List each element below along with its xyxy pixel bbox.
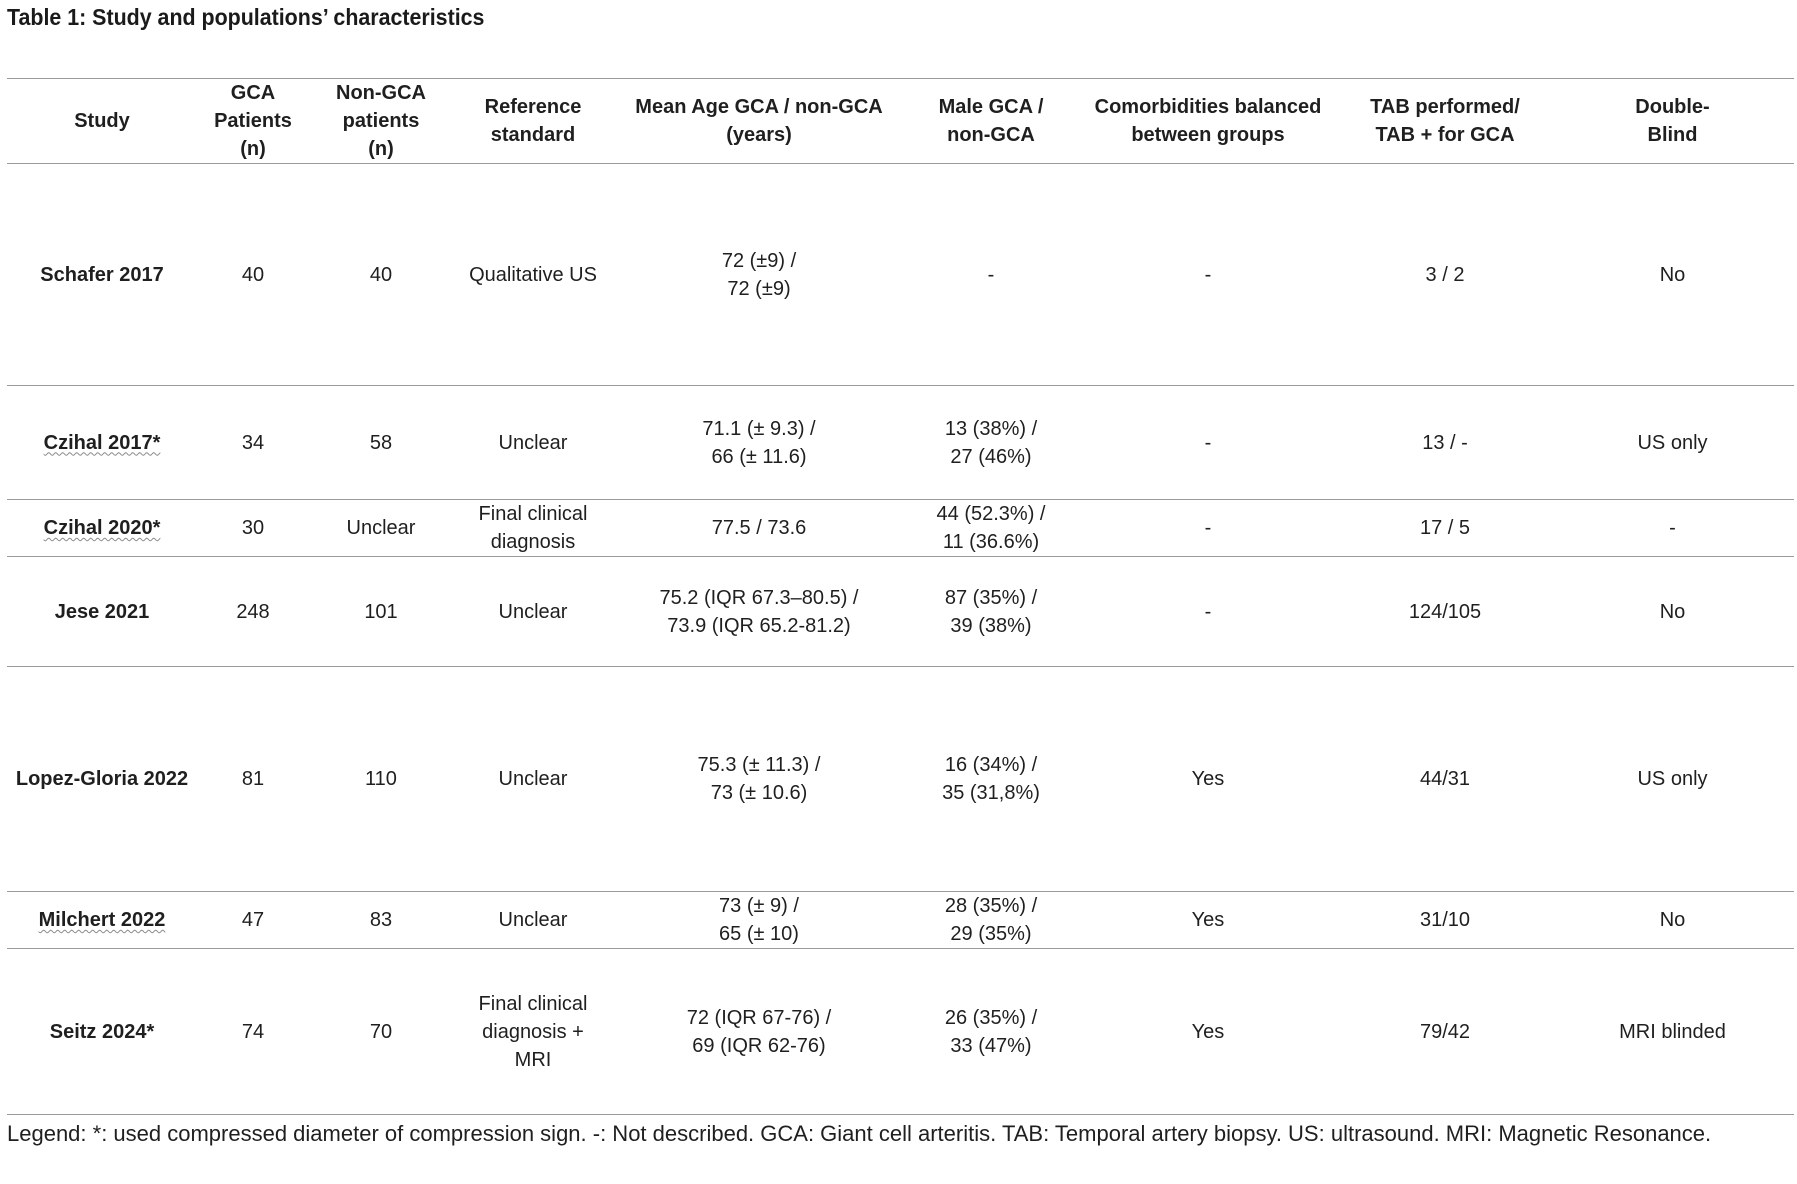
cell-mean-age-line2: 73 (± 10.6) [710,782,808,804]
cell-mean-age-line2: 72 (±9) [727,277,791,300]
cell-male-line2: 39 (38%) [950,614,1032,637]
cell-male-line1: 26 (35%) / [944,1006,1038,1029]
cell-gca-n: 34 [197,386,309,500]
table-legend: Legend: *: used compressed diameter of compression sign. -: Not described. GCA: Giant cell arteritis. TAB: Temporal artery biopsy. US: ultrasound. MRI: Magnetic Resonance. [7,1121,1712,1146]
cell-reference [453,892,613,949]
header-comorbidities [1077,79,1339,164]
cell-gca-n: 74 [197,949,309,1115]
cell-comorbidities: Yes [1077,949,1339,1115]
cell-mean-age [613,667,905,892]
cell-male-line1: - [987,263,995,286]
header-reference-line1: Reference [484,96,582,118]
cell-mean-age [613,557,905,667]
cell-reference [453,500,613,557]
cell-male-line2: 27 (46%) [950,445,1032,468]
cell-study [7,892,197,949]
cell-gca-n: 30 [197,500,309,557]
header-gca-patients-line2: Patients [214,110,292,132]
cell-mean-age-line1: 71.1 (± 9.3) / [702,417,816,440]
cell-non-gca-n: 40 [309,164,453,386]
cell-tab: 44/31 [1339,667,1551,892]
cell-mean-age-line1: 72 (IQR 67-76) / [686,1006,832,1029]
cell-double-blind: US only [1551,386,1794,500]
cell-reference-line1: Unclear [498,431,568,454]
header-study [7,79,197,164]
cell-male-line1: 87 (35%) / [944,586,1038,609]
cell-reference-line1: Qualitative US [469,263,597,286]
table-row [7,386,1794,500]
cell-mean-age-line2: 65 (± 10) [719,923,799,945]
cell-male [905,557,1077,667]
cell-comorbidities: - [1077,386,1339,500]
cell-double-blind: US only [1551,667,1794,892]
header-comorbidities-line1: Comorbidities balanced [1094,96,1322,118]
cell-non-gca-n: 58 [309,386,453,500]
cell-mean-age-line1: 73 (± 9) / [719,895,799,917]
cell-study-text: Czihal 2020* [43,517,161,539]
cell-male [905,892,1077,949]
cell-comorbidities: - [1077,164,1339,386]
cell-study: Schafer 2017 [7,164,197,386]
header-double-blind-line1: Double- [1635,96,1710,118]
cell-male-line1: 28 (35%) / [944,895,1038,917]
cell-male-line2: 33 (47%) [950,1034,1032,1057]
cell-double-blind: No [1551,164,1794,386]
cell-mean-age [613,500,905,557]
header-reference-line2: standard [490,124,576,146]
cell-tab: 13 / - [1339,386,1551,500]
cell-study-text: Milchert 2022 [38,909,166,931]
cell-study [7,386,197,500]
table-row [7,667,1794,892]
cell-reference-line3: MRI [514,1048,552,1071]
header-reference-standard [453,79,613,164]
study-characteristics-table [7,78,1794,1115]
header-male-line2: non-GCA [947,124,1035,146]
cell-reference-line1: Final clinical [478,503,588,525]
cell-comorbidities: - [1077,557,1339,667]
cell-non-gca-n: 110 [309,667,453,892]
cell-male [905,949,1077,1115]
cell-tab: 124/105 [1339,557,1551,667]
table-row [7,500,1794,557]
cell-mean-age [613,386,905,500]
cell-reference [453,164,613,386]
header-mean-age-line1: Mean Age GCA / non-GCA (years) [635,96,883,146]
cell-tab: 3 / 2 [1339,164,1551,386]
table-title: Table 1: Study and populations’ characteristics [7,4,485,30]
table-row [7,557,1794,667]
header-study-line1: Study [74,110,130,132]
cell-male-line1: 16 (34%) / [944,754,1038,776]
cell-male-line1: 13 (38%) / [944,417,1038,440]
cell-male [905,164,1077,386]
table-row [7,949,1794,1115]
cell-study-text: Czihal 2017* [43,431,161,454]
cell-study [7,500,197,557]
cell-male [905,500,1077,557]
cell-double-blind: No [1551,892,1794,949]
header-gca-patients-line1: GCA [230,82,276,104]
cell-double-blind: MRI blinded [1551,949,1794,1115]
header-tab [1339,79,1551,164]
cell-reference-line1: Unclear [498,909,568,931]
cell-reference [453,667,613,892]
header-non-gca-line2: patients [342,110,420,132]
cell-mean-age-line1: 72 (±9) / [721,249,797,272]
cell-mean-age-line2: 69 (IQR 62-76) [692,1034,826,1057]
header-tab-line2: TAB + for GCA [1375,124,1515,146]
cell-double-blind: - [1551,500,1794,557]
header-mean-age [613,79,905,164]
header-tab-line1: TAB performed/ [1370,96,1520,118]
cell-gca-n: 81 [197,667,309,892]
header-non-gca-line3: (n) [368,138,394,160]
header-double-blind-line2: Blind [1647,124,1698,146]
header-male-line1: Male GCA / [938,96,1044,118]
cell-comorbidities: Yes [1077,892,1339,949]
cell-reference [453,386,613,500]
cell-male-line2: 35 (31,8%) [942,782,1040,804]
cell-male-line2: 11 (36.6%) [942,531,1040,553]
header-male [905,79,1077,164]
cell-reference-line2: diagnosis [490,531,576,553]
cell-reference-line2: diagnosis + [482,1020,584,1043]
cell-non-gca-n: 101 [309,557,453,667]
header-double-blind [1551,79,1794,164]
cell-comorbidities: Yes [1077,667,1339,892]
cell-study: Lopez-Gloria 2022 [7,667,197,892]
cell-non-gca-n: Unclear [309,500,453,557]
cell-non-gca-n: 83 [309,892,453,949]
cell-gca-n: 248 [197,557,309,667]
cell-reference-line1: Unclear [498,768,568,790]
cell-tab: 79/42 [1339,949,1551,1115]
header-non-gca-line1: Non-GCA [336,82,426,104]
cell-double-blind: No [1551,557,1794,667]
cell-mean-age-line1: 77.5 / 73.6 [711,517,807,539]
cell-mean-age-line2: 73.9 (IQR 65.2-81.2) [667,614,851,637]
cell-reference [453,557,613,667]
cell-mean-age-line1: 75.2 (IQR 67.3–80.5) / [659,586,859,609]
cell-male [905,386,1077,500]
cell-tab: 31/10 [1339,892,1551,949]
cell-comorbidities: - [1077,500,1339,557]
table-row [7,164,1794,386]
cell-study: Seitz 2024* [7,949,197,1115]
cell-tab: 17 / 5 [1339,500,1551,557]
cell-reference-line1: Unclear [498,600,568,623]
header-gca-patients-line3: (n) [240,138,266,160]
cell-non-gca-n: 70 [309,949,453,1115]
cell-study: Jese 2021 [7,557,197,667]
cell-gca-n: 47 [197,892,309,949]
cell-reference [453,949,613,1115]
cell-male-line2: 29 (35%) [950,923,1032,945]
header-comorbidities-line2: between groups [1131,124,1285,146]
cell-mean-age [613,892,905,949]
cell-mean-age [613,164,905,386]
cell-gca-n: 40 [197,164,309,386]
cell-mean-age [613,949,905,1115]
cell-reference-line1: Final clinical [478,992,588,1015]
table-row [7,892,1794,949]
cell-mean-age-line1: 75.3 (± 11.3) / [697,754,821,776]
header-gca-patients [197,79,309,164]
cell-male-line1: 44 (52.3%) / [936,503,1046,525]
header-row [7,79,1794,164]
header-non-gca-patients [309,79,453,164]
cell-male [905,667,1077,892]
cell-mean-age-line2: 66 (± 11.6) [711,445,807,468]
